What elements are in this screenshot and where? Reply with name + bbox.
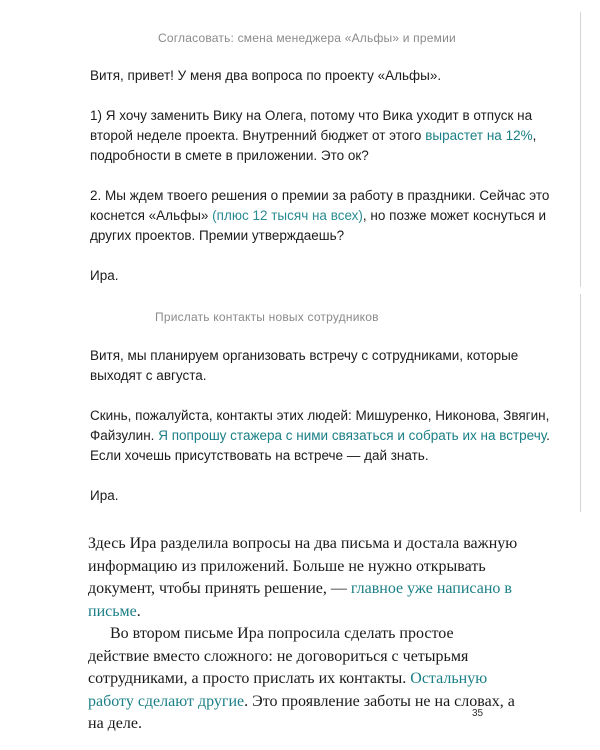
- email-subject: Согласовать: смена менеджера «Альфы» и премии: [158, 31, 456, 45]
- text-span: Скинь, пожалуйста, контакты этих людей: Мишуренко, Никонова, Звягин, Файзулин.: [90, 408, 550, 443]
- book-prose: [88, 533, 518, 736]
- email-body: [90, 66, 550, 306]
- email-subject: Прислать контакты новых сотрудников: [155, 310, 379, 324]
- text-span: , но позже может коснуться и других проектов. Премии утверждаешь?: [90, 208, 547, 243]
- prose-paragraph: [88, 533, 518, 623]
- text-span: Здесь Ира разделила вопросы на два письма и достала важную информацию из приложений. Больше не нужно открывать документ, чтобы принять решение, —: [88, 535, 518, 597]
- email-paragraph: Витя, мы планируем организовать встречу с сотрудниками, которые выходят с августа.: [90, 348, 519, 383]
- page-number: 35: [472, 708, 484, 719]
- email-paragraph: [90, 406, 550, 466]
- highlight-text: (плюс 12 тысяч на всех): [212, 208, 363, 223]
- prose-paragraph: [88, 623, 518, 736]
- email-paragraph: [90, 106, 550, 166]
- email-example-1: [60, 12, 581, 287]
- highlight-text: главное уже написано в письме: [88, 580, 512, 620]
- email-greeting: Витя, привет! У меня два вопроса по проекту «Альфы».: [90, 68, 442, 83]
- email-example-2: [60, 294, 581, 512]
- text-span: 1) Я хочу заменить Вику на Олега, потому что Вика уходит в отпуск на второй неделе проекта. Внутренний бюджет от этого: [90, 108, 533, 143]
- text-span: . Это проявление заботы не на словах, а на деле.: [88, 692, 515, 732]
- highlight-text: Остальную работу сделают другие: [88, 670, 488, 710]
- text-span: 2. Мы ждем твоего решения о премии за работу в праздники. Сейчас это коснется «Альфы»: [90, 188, 550, 223]
- highlight-text: вырастет на 12%: [425, 128, 533, 143]
- highlight-text: Я попрошу стажера с ними связаться и собрать их на встречу: [158, 428, 547, 443]
- email-signature: Ира.: [90, 268, 119, 283]
- email-paragraph: [90, 186, 550, 246]
- text-span: , подробности в смете в приложении. Это ок?: [90, 128, 537, 163]
- email-body: [90, 346, 550, 526]
- email-signature: Ира.: [90, 488, 119, 503]
- text-span: . Если хочешь присутствовать на встрече — дай знать.: [90, 428, 550, 463]
- text-span: .: [136, 602, 141, 620]
- text-span: Во втором письме Ира попросила сделать простое действие вместо сложного: не договориться с четырьмя сотрудниками, а просто прислать их контакты.: [88, 625, 469, 687]
